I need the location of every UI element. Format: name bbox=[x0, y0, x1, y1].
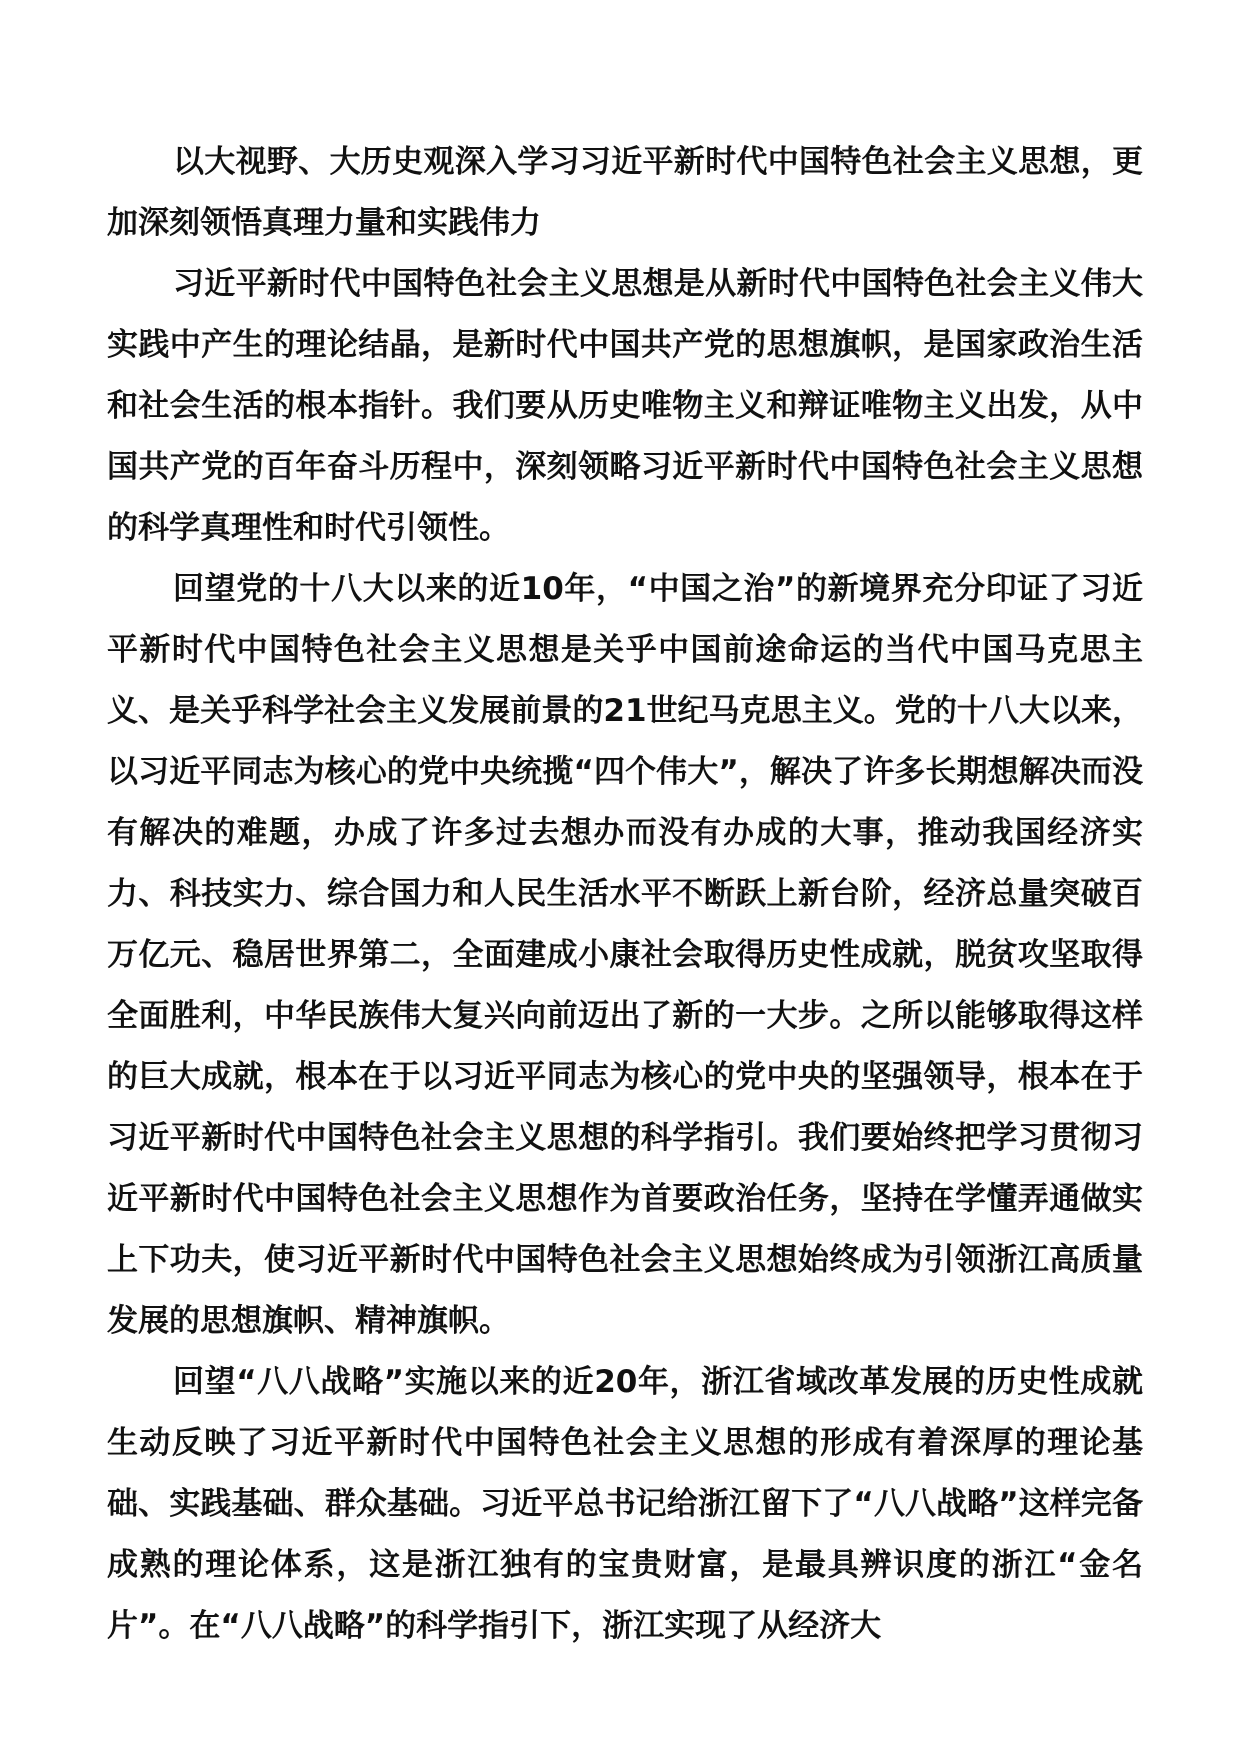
paragraph-2: 回望党的十八大以来的近10年，“中国之治”的新境界充分印证了习近平新时代中国特色社会主义思想是关乎中国前途命运的当代中国马克思主义、是关乎科学社会主义发展前景的21世纪马克思主义。党的十八大以来，以习近平同志为核心的党中央统揽“四个伟大”，解决了许多长期想解决而没有解决的难题，办成了许多过去想办而没有办成的大事，推动我国经济实力、科技实力、综合国力和人民生活水平不断跃上新台阶，经济总量突破百万亿元、稳居世界第二，全面建成小康社会取得历史性成就，脱贫攻坚取得全面胜利，中华民族伟大复兴向前迈出了新的一大步。之所以能够取得这样的巨大成就，根本在于以习近平同志为核心的党中央的坚强领导，根本在于习近平新时代中国特色社会主义思想的科学指引。我们要始终把学习贯彻习近平新时代中国特色社会主义思想作为首要政治任务，坚持在学懂弄通做实上下功夫，使习近平新时代中国特色社会主义思想始终成为引领浙江高质量发展的思想旗帜、精神旗帜。 bbox=[107, 571, 1143, 1339]
document-heading: 以大视野、大历史观深入学习习近平新时代中国特色社会主义思想，更加深刻领悟真理力量和实践伟力 bbox=[107, 144, 1143, 241]
paragraph-1: 习近平新时代中国特色社会主义思想是从新时代中国特色社会主义伟大实践中产生的理论结晶，是新时代中国共产党的思想旗帜，是国家政治生活和社会生活的根本指针。我们要从历史唯物主义和辩证唯物主义出发，从中国共产党的百年奋斗历程中，深刻领略习近平新时代中国特色社会主义思想的科学真理性和时代引领性。 bbox=[107, 266, 1143, 546]
paragraph-3: 回望“八八战略”实施以来的近20年，浙江省域改革发展的历史性成就生动反映了习近平新时代中国特色社会主义思想的形成有着深厚的理论基础、实践基础、群众基础。习近平总书记给浙江留下了“八八战略”这样完备成熟的理论体系，这是浙江独有的宝贵财富，是最具辨识度的浙江“金名片”。在“八八战略”的科学指引下，浙江实现了从经济大 bbox=[107, 1364, 1143, 1644]
document-page bbox=[107, 132, 1143, 1657]
